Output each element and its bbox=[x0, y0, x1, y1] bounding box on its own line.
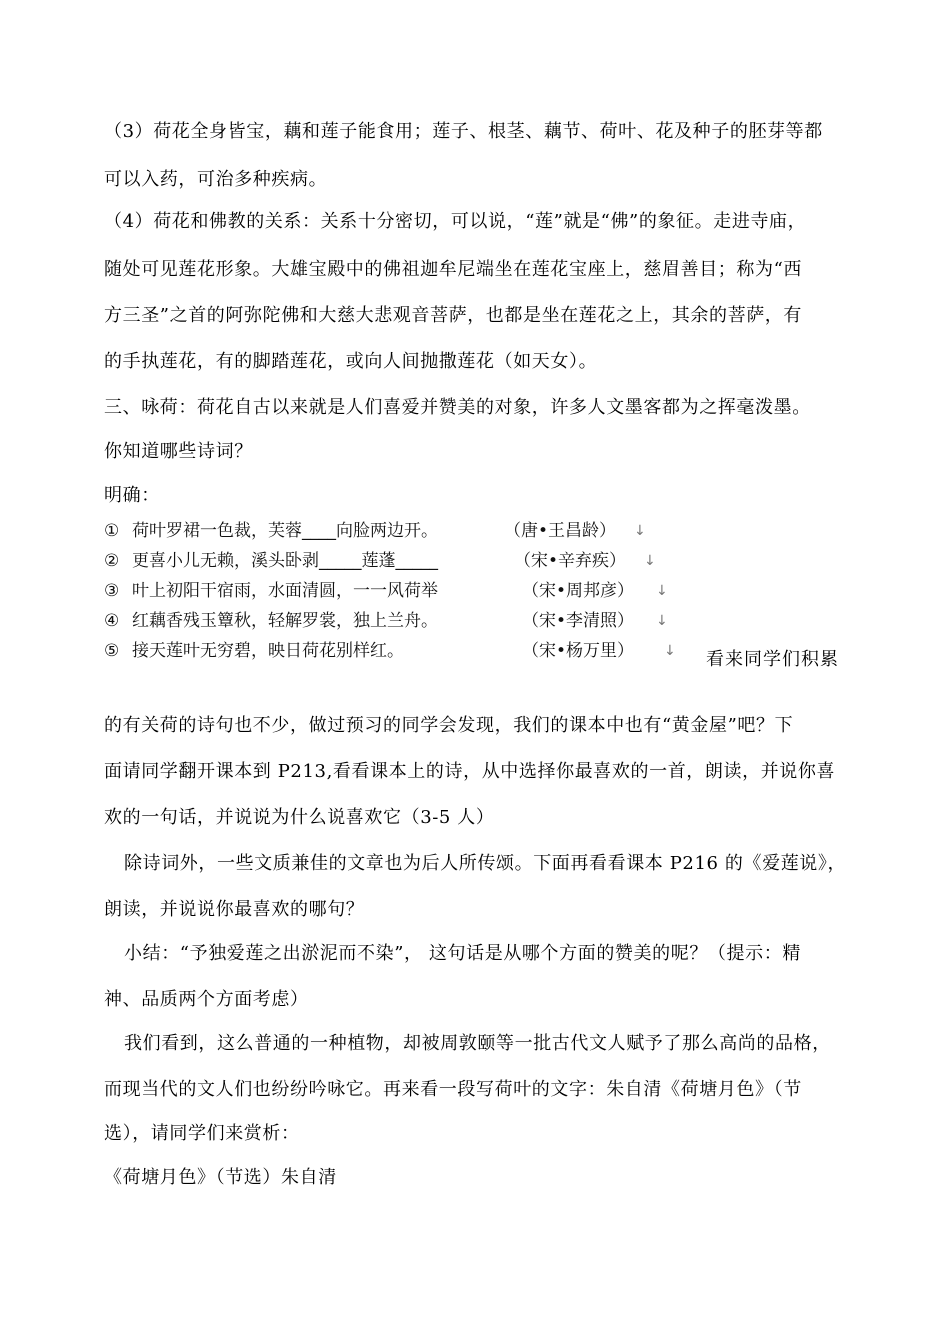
poem-item bbox=[104, 578, 668, 604]
after-poems-line-3: 欢的一句话，并说说为什么说喜欢它（3-5 人） bbox=[104, 807, 495, 828]
poem-number: ⑤ bbox=[104, 641, 120, 661]
para-3-line-2: 可以入药，可治多种疾病。 bbox=[104, 169, 328, 190]
side-note: 看来同学们积累 bbox=[706, 649, 839, 670]
para-4-line-2: 随处可见莲花形象。大雄宝殿中的佛祖迦牟尼端坐在莲花宝座上，慈眉善目；称为“西 bbox=[104, 259, 802, 280]
after-poems-line-2: 面请同学翻开课本到 P213,看看课本上的诗，从中选择你最喜欢的一首，朗读，并说你喜 bbox=[104, 761, 836, 782]
line-break-icon: ↓ bbox=[664, 643, 676, 659]
poem-author: （唐•王昌龄） bbox=[504, 521, 617, 541]
poem-item bbox=[104, 608, 668, 634]
summary-line-2: 神、品质两个方面考虑） bbox=[104, 989, 309, 1010]
line-break-icon: ↓ bbox=[644, 553, 656, 569]
poem-item bbox=[104, 518, 646, 544]
poem-author: （宋•杨万里） bbox=[522, 641, 635, 661]
poem-text: 叶上初阳干宿雨，水面清圆，一一风荷举 bbox=[132, 581, 438, 601]
para-3-line-1: （3）荷花全身皆宝，藕和莲子能食用；莲子、根茎、藕节、荷叶、花及种子的胚芽等都 bbox=[104, 121, 823, 142]
poem-list bbox=[104, 518, 684, 666]
section-3-line-1: 三、咏荷：荷花自古以来就是人们喜爱并赞美的对象，许多人文墨客都为之挥毫泼墨。 bbox=[104, 397, 811, 418]
essay-line-2: 朗读，并说说你最喜欢的哪句？ bbox=[104, 899, 365, 920]
poem-number: ③ bbox=[104, 581, 120, 601]
modern-line-1: 我们看到，这么普通的一种植物，却被周敦颐等一批古代文人赋予了那么高尚的品格， bbox=[124, 1033, 831, 1054]
essay-line-1: 除诗词外，一些文质兼佳的文章也为后人所传颂。下面再看看课本 P216 的《爱莲说》， bbox=[124, 853, 847, 874]
poem-item bbox=[104, 548, 656, 574]
poem-author: （宋•周邦彦） bbox=[522, 581, 635, 601]
line-break-icon: ↓ bbox=[656, 583, 668, 599]
clarify-label: 明确： bbox=[104, 485, 160, 506]
modern-line-2: 而现当代的文人们也纷纷吟咏它。再来看一段写荷叶的文字：朱自清《荷塘月色》（节 bbox=[104, 1079, 802, 1100]
excerpt-title: 《荷塘月色》（节选）朱自清 bbox=[104, 1167, 337, 1188]
poem-text: 更喜小儿无赖，溪头卧剥_____莲蓬_____ bbox=[132, 551, 438, 571]
poem-item bbox=[104, 638, 676, 664]
summary-line-1: 小结：“予独爱莲之出淤泥而不染”， 这句话是从哪个方面的赞美的呢？（提示：精 bbox=[124, 943, 801, 964]
line-break-icon: ↓ bbox=[656, 613, 668, 629]
poem-author: （宋•李清照） bbox=[522, 611, 635, 631]
para-4-line-4: 的手执莲花，有的脚踏莲花，或向人间抛撒莲花（如天女）。 bbox=[104, 351, 598, 372]
section-3-line-2: 你知道哪些诗词？ bbox=[104, 441, 253, 462]
poem-number: ④ bbox=[104, 611, 120, 631]
after-poems-line-1: 的有关荷的诗句也不少，做过预习的同学会发现，我们的课本中也有“黄金屋”吧？下 bbox=[104, 715, 794, 736]
modern-line-3: 选），请同学们来赏析： bbox=[104, 1123, 300, 1144]
poem-number: ② bbox=[104, 551, 120, 571]
para-4-line-3: 方三圣”之首的阿弥陀佛和大慈大悲观音菩萨，也都是坐在莲花之上，其余的菩萨，有 bbox=[104, 305, 802, 326]
para-4-line-1: （4）荷花和佛教的关系：关系十分密切，可以说，“莲”就是“佛”的象征。走进寺庙， bbox=[104, 211, 807, 232]
poem-number: ① bbox=[104, 521, 120, 541]
poem-text: 接天莲叶无穷碧，映日荷花别样红。 bbox=[132, 641, 404, 661]
line-break-icon: ↓ bbox=[634, 523, 646, 539]
poem-author: （宋•辛弃疾） bbox=[514, 551, 627, 571]
poem-text: 红藕香残玉簟秋，轻解罗裳，独上兰舟。 bbox=[132, 611, 438, 631]
poem-text: 荷叶罗裙一色裁，芙蓉____向脸两边开。 bbox=[132, 521, 438, 541]
